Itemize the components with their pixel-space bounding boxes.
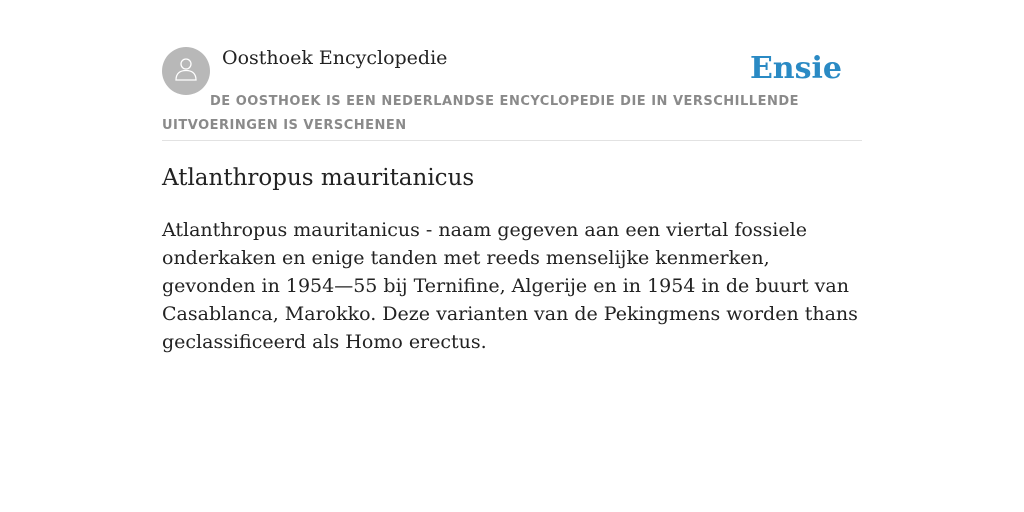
page-container xyxy=(162,0,862,353)
brand-logo-link[interactable]: Ensie xyxy=(749,51,842,86)
source-header xyxy=(162,0,862,141)
source-name[interactable]: Oosthoek Encyclopedie xyxy=(222,47,448,69)
article-title: Atlanthropus mauritanicus xyxy=(162,165,475,191)
article-body: Atlanthropus mauritanicus - naam gegeven aan een viertal fossiele onderkaken en enige tanden met reeds menselijke kenmerken, gevonden in 1954—55 bij Ternifine, Algerije en in 1954 in de buurt van Casablanca, Marokko. Deze varianten van de Pekingmens worden thans geclassificeerd als Homo erectus. xyxy=(162,219,858,353)
source-description: DE OOSTHOEK IS EEN NEDERLANDSE ENCYCLOPEDIE DIE IN VERSCHILLENDE UITVOERINGEN IS VERSCHENEN xyxy=(162,94,800,133)
source-avatar[interactable] xyxy=(162,47,210,95)
user-icon xyxy=(172,55,200,87)
